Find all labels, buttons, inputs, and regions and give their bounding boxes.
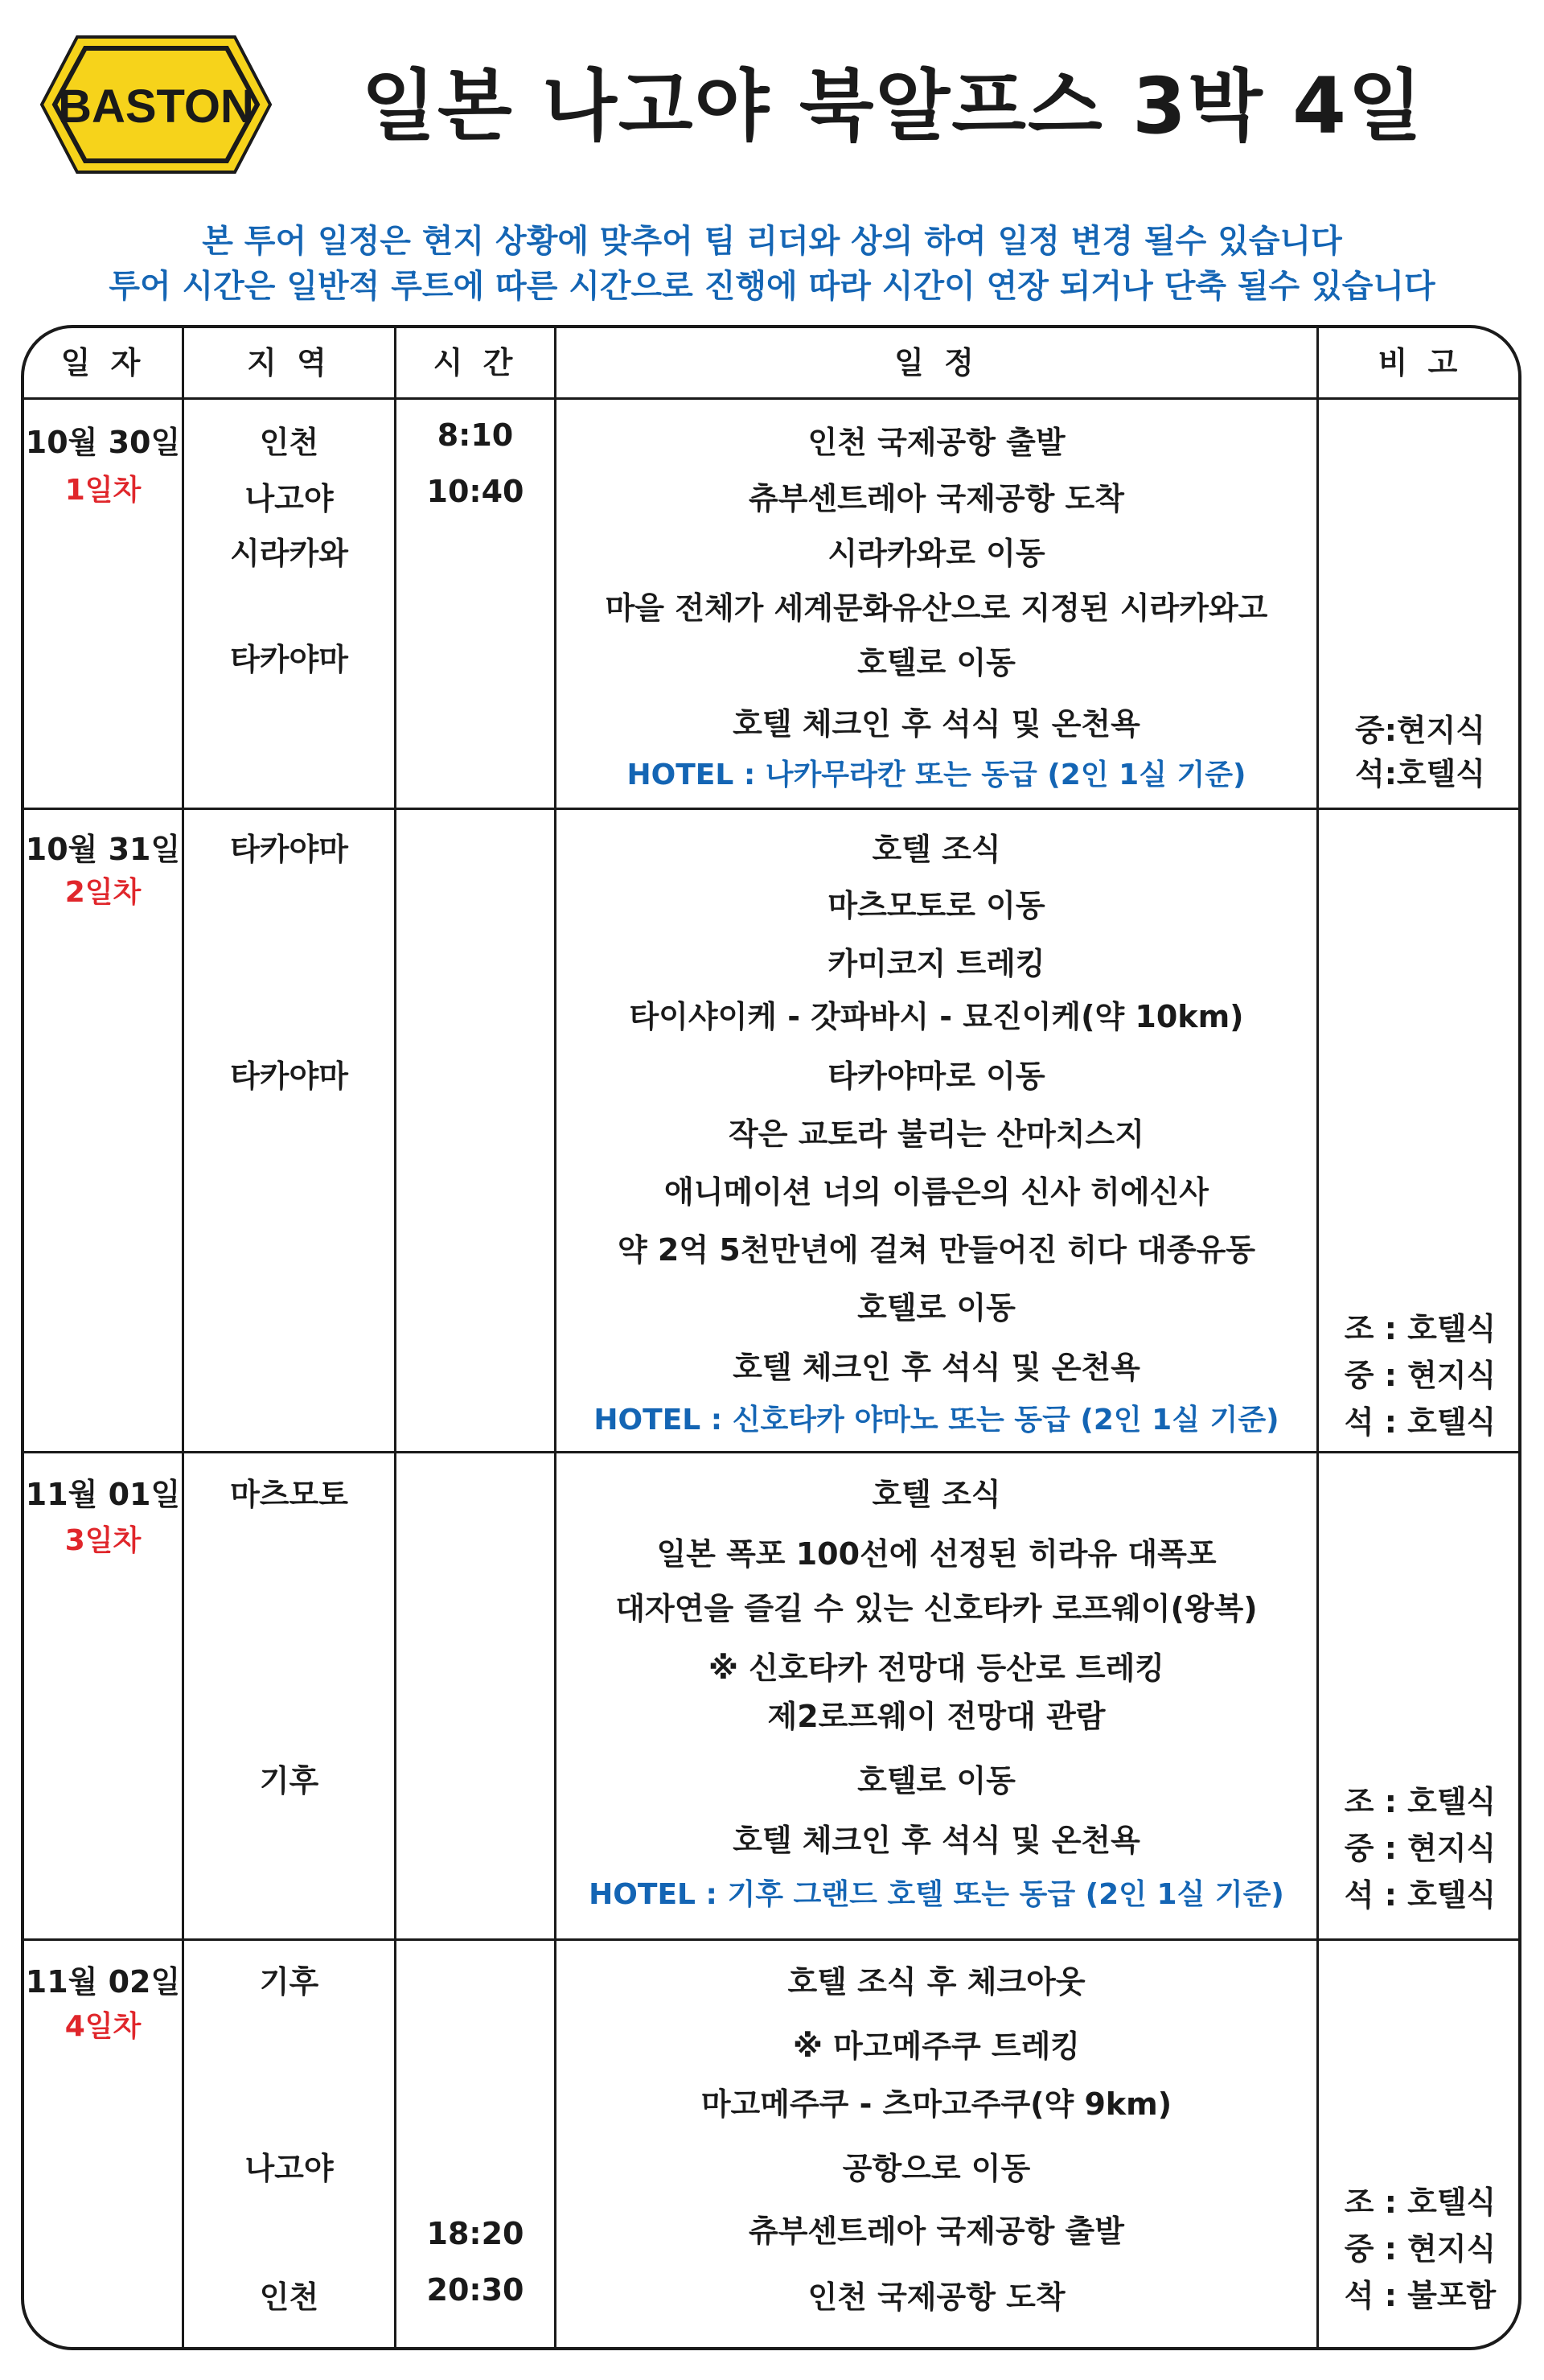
schedule-item: 약 2억 5천만년에 걸쳐 만들어진 히다 대종유동 (617, 1232, 1255, 1268)
time-cell (396, 400, 554, 808)
schedule-item: 호텔로 이동 (857, 645, 1016, 680)
time: 18:20 (426, 2216, 524, 2251)
schedule-cell (556, 400, 1316, 808)
schedule-cell (556, 1453, 1316, 1938)
notes-cell (1319, 1453, 1521, 1938)
meal-note: 중:현지식 (1354, 713, 1486, 748)
time: 20:30 (426, 2272, 524, 2308)
schedule-item: 호텔 체크인 후 석식 및 온천욕 (733, 706, 1140, 742)
meal-note: 석 : 호텔식 (1344, 1404, 1497, 1440)
time-cell (396, 1941, 554, 2350)
date-text: 11월 01일 (25, 1477, 181, 1512)
meal-note: 조 : 호텔식 (1344, 1311, 1497, 1346)
location: 타카야마 (230, 832, 348, 867)
schedule-item: 마을 전체가 세계문화유산으로 지정된 시라카와고 (605, 590, 1268, 626)
schedule-cell (556, 810, 1316, 1451)
logo-badge-icon (35, 32, 277, 177)
meal-note: 중 : 현지식 (1344, 2231, 1497, 2267)
schedule-item: 카미코지 트레킹 (827, 946, 1045, 981)
page-title: 일본 나고야 북알프스 3박 4일 (361, 61, 1424, 151)
time-cell (396, 810, 554, 1451)
date-text: 10월 31일 (25, 832, 181, 867)
schedule-item: 호텔 체크인 후 석식 및 온천욕 (733, 1823, 1140, 1858)
day-row-1 (24, 400, 1518, 808)
schedule-item: ※ 마고메주쿠 트레킹 (792, 2029, 1081, 2064)
location: 시라카와 (230, 536, 348, 571)
header-schedule: 일 정 (894, 345, 979, 380)
schedule-item: 츄부센트레아 국제공항 도착 (749, 481, 1124, 516)
day-number: 3일차 (64, 1524, 142, 1557)
notes-cell (1319, 400, 1521, 808)
meal-note: 중 : 현지식 (1344, 1831, 1497, 1866)
baston-logo (35, 32, 277, 177)
schedule-item: ※ 신호타카 전망대 등산로 트레킹 (708, 1650, 1165, 1686)
meal-note: 석 : 불포함 (1344, 2278, 1497, 2313)
schedule-item: 호텔로 이동 (857, 1290, 1016, 1326)
meal-note: 조 : 호텔식 (1344, 2185, 1497, 2220)
location: 인천 (259, 2279, 319, 2315)
itinerary-table (21, 325, 1521, 2350)
location-cell (184, 810, 394, 1451)
schedule-item: 시라카와로 이동 (827, 536, 1045, 571)
location: 나고야 (244, 2151, 334, 2186)
time: 8:10 (437, 417, 514, 453)
schedule-item: 츄부센트레아 국제공항 출발 (749, 2214, 1124, 2249)
location-cell (184, 1941, 394, 2350)
location-cell (184, 400, 394, 808)
meal-note: 중 : 현지식 (1344, 1358, 1497, 1393)
hotel-info: HOTEL : 신호타카 야마노 또는 동급 (2인 1실 기준) (593, 1404, 1279, 1437)
header-date: 일 자 (60, 345, 146, 380)
day-number: 2일차 (64, 876, 142, 909)
schedule-item: 일본 폭포 100선에 선정된 히라유 대폭포 (656, 1536, 1217, 1572)
day-number: 1일차 (64, 474, 142, 507)
notice-line-2: 투어 시간은 일반적 루트에 따른 시간으로 진행에 따라 시간이 연장 되거나 단축 될수 있습니다 (109, 268, 1435, 305)
hotel-info: HOTEL : 기후 그랜드 호텔 또는 동급 (2인 1실 기준) (589, 1878, 1284, 1911)
schedule-cell (556, 1941, 1316, 2350)
schedule-item: 호텔 조식 (872, 1477, 1001, 1512)
schedule-item: 작은 교토라 불리는 산마치스지 (729, 1116, 1144, 1152)
day-row-4 (24, 1941, 1518, 2350)
schedule-item: 인천 국제공항 도착 (807, 2279, 1066, 2315)
location: 인천 (259, 425, 319, 460)
schedule-item: 호텔로 이동 (857, 1763, 1016, 1798)
date-cell (24, 1941, 182, 2350)
meal-note: 석 : 호텔식 (1344, 1877, 1497, 1913)
notice-line-1: 본 투어 일정은 현지 상황에 맞추어 팀 리더와 상의 하여 일정 변경 될수 있습니다 (202, 223, 1342, 260)
location-cell (184, 1453, 394, 1938)
date-text: 10월 30일 (25, 425, 181, 460)
logo-text: BASTON (58, 80, 254, 133)
schedule-item: 대자연을 즐길 수 있는 신호타카 로프웨이(왕복) (615, 1591, 1258, 1626)
schedule-item: 제2로프웨이 전망대 관람 (767, 1699, 1106, 1734)
schedule-item: 애니메이션 너의 이름은의 신사 히에신사 (664, 1174, 1209, 1210)
meal-note: 조 : 호텔식 (1344, 1784, 1497, 1819)
schedule-item: 호텔 체크인 후 석식 및 온천욕 (733, 1350, 1140, 1385)
schedule-item: 타카야마로 이동 (827, 1058, 1045, 1094)
location: 나고야 (244, 481, 334, 516)
date-text: 11월 02일 (25, 1964, 181, 2000)
header-region: 지 역 (247, 345, 331, 380)
day-number: 4일차 (64, 2010, 142, 2043)
notes-cell (1319, 1941, 1521, 2350)
location: 타카야마 (230, 642, 348, 677)
location: 마츠모토 (230, 1477, 348, 1512)
location: 기후 (259, 1763, 319, 1798)
time-cell (396, 1453, 554, 1938)
schedule-item: 인천 국제공항 출발 (807, 425, 1066, 460)
location: 타카야마 (230, 1058, 348, 1094)
schedule-item: 마츠모토로 이동 (827, 888, 1045, 923)
schedule-item: 마고메주쿠 - 츠마고주쿠(약 9km) (700, 2086, 1172, 2122)
notes-cell (1319, 810, 1521, 1451)
header-time: 시 간 (433, 345, 518, 380)
meal-note: 석:호텔식 (1354, 756, 1486, 791)
header-notes: 비 고 (1378, 345, 1463, 380)
schedule-item: 호텔 조식 (872, 832, 1001, 867)
date-cell (24, 1453, 182, 1938)
day-row-3 (24, 1453, 1518, 1938)
hotel-info: HOTEL : 나카무라칸 또는 동급 (2인 1실 기준) (626, 758, 1246, 791)
day-row-2 (24, 810, 1518, 1451)
date-cell (24, 400, 182, 808)
schedule-item: 타이샤이케 - 갓파바시 - 묘진이케(약 10km) (629, 999, 1244, 1034)
time: 10:40 (426, 474, 524, 509)
location: 기후 (259, 1964, 319, 2000)
schedule-item: 공항으로 이동 (842, 2151, 1031, 2186)
date-cell (24, 810, 182, 1451)
schedule-item: 호텔 조식 후 체크아웃 (787, 1964, 1086, 2000)
